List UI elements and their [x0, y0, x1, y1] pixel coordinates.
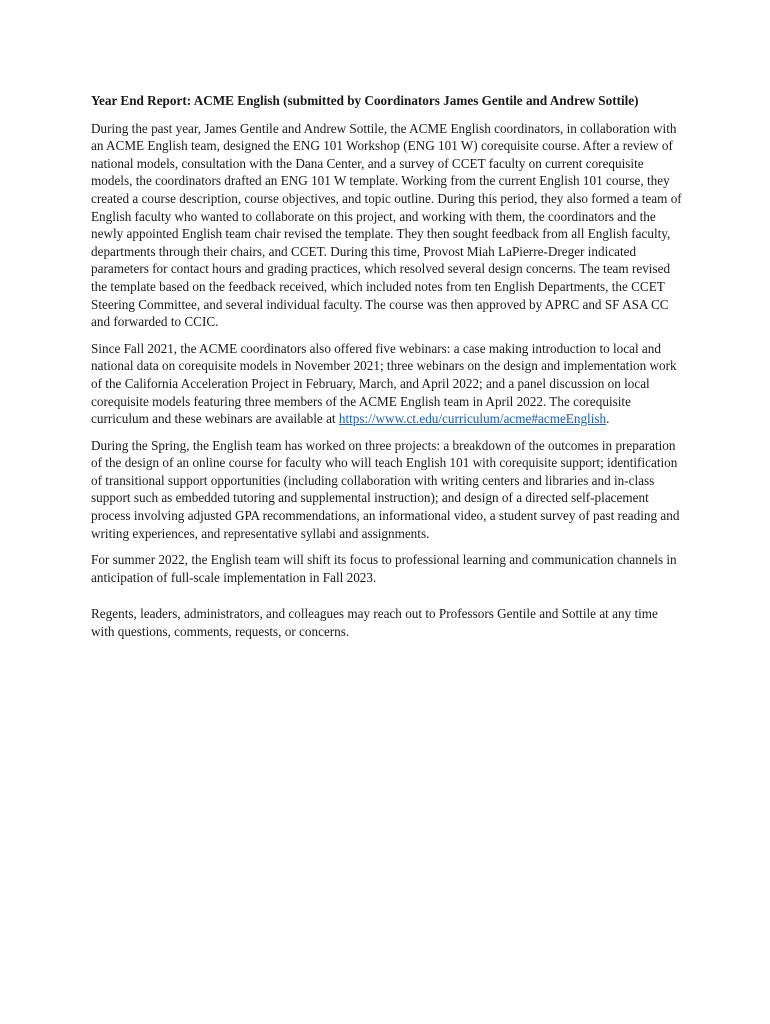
curriculum-link[interactable]: https://www.ct.edu/curriculum/acme#acmeEnglish [338, 411, 607, 427]
paragraph-webinars [91, 340, 683, 428]
report-title: Year End Report: ACME English (submitted by Coordinators James Gentile and Andrew Sottile) [91, 93, 639, 108]
paragraph-summer-plans: For summer 2022, the English team will shift its focus to professional learning and communication channels in anticipation of full-scale implementation in Fall 2023. [91, 552, 677, 585]
paragraph-course-design: During the past year, James Gentile and Andrew Sottile, the ACME English coordinators, in collaboration with an ACME English team, designed the ENG 101 Workshop (ENG 101 W) corequisite course. After a review of national models, consultation with the Dana Center, and a survey of CCET faculty on current corequisite models, the coordinators drafted an ENG 101 W template. Working from the current English 101 course, they created a course description, course objectives, and topic outline. During this period, they also formed a team of English faculty who wanted to collaborate on this project, and working with them, the coordinators and the newly appointed English team chair revised the template. They then sought feedback from all English faculty, departments through their chairs, and CCET. During this time, Provost Miah LaPierre-Dreger indicated parameters for contact hours and grading practices, which resolved several design concerns. The team revised the template based on the feedback received, which included notes from ten English Departments, the CCET Steering Committee, and several individual faculty. The course was then approved by APRC and SF ASA CC and forwarded to CCIC. [91, 120, 682, 330]
document-body [91, 92, 683, 650]
paragraph-contact: Regents, leaders, administrators, and colleagues may reach out to Professors Gentile and Sottile at any time with questions, comments, requests, or concerns. [91, 606, 658, 640]
paragraph-webinars-text: Since Fall 2021, the ACME coordinators also offered five webinars: a case making introduction to local and national data on corequisite models in November 2021; three webinars on the design and implementation work of the California Acceleration Project in February, March, and April 2022; and a panel discussion on local corequisite models featuring three members of the ACME English team in April 2022. The corequisite curriculum and these webinars are available at [91, 340, 677, 427]
paragraph-spring-projects: During the Spring, the English team has worked on three projects: a breakdown of the outcomes in preparation of the design of an online course for faculty who will teach English 101 with corequisite support; identification of transitional support opportunities (including collaboration with writing centers and libraries and in-class support such as embedded tutoring and supplemental instruction); and design of a directed self-placement process involving adjusted GPA recommendations, an informational video, a student survey of past reading and writing experiences, and representative syllabi and assignments. [91, 437, 680, 541]
paragraph-webinars-end: . [606, 411, 610, 427]
